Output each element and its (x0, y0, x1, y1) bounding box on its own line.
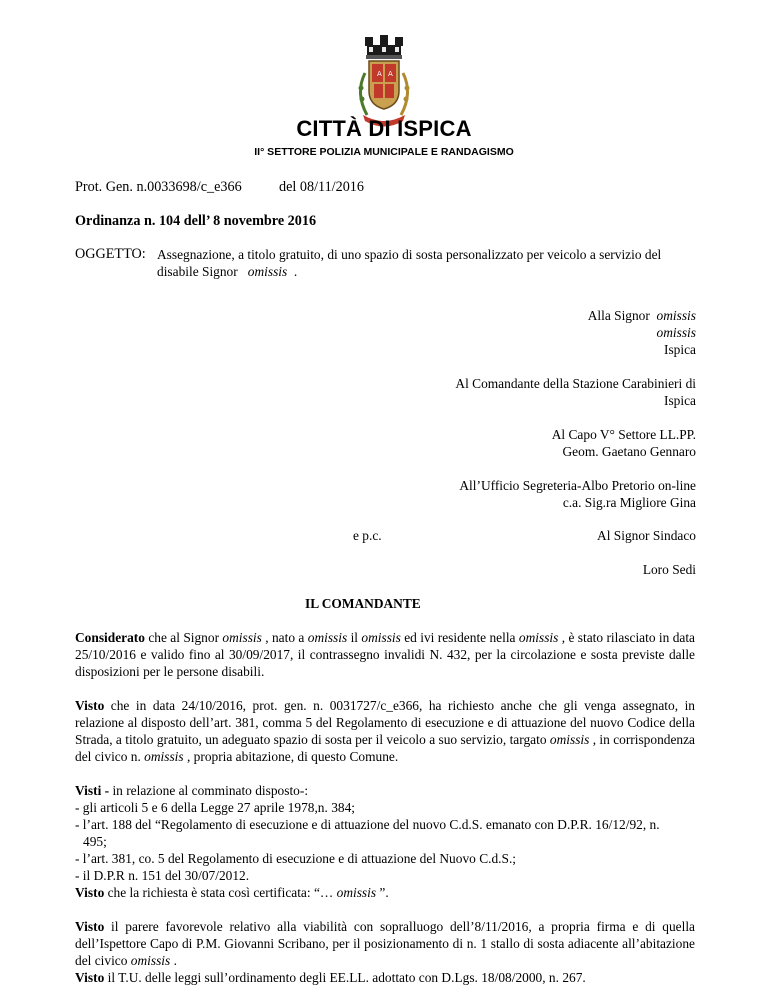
paragraph-considerato: Considerato che al Signor omissis , nato a omissis il omissis ed ivi residente nella omissis , è stato rilasciato in data 25/10/2016 e valido fino al 30/09/2017, il contrassegno invalidi N. 432, per la circolazione e sosta previste dalle disposizioni per le persone disabili. (75, 630, 695, 679)
recipient-3-line-2: Geom. Gaetano Gennaro (562, 444, 696, 459)
visti-item: - il D.P.R n. 151 del 30/07/2012. (75, 868, 250, 883)
visti-item: 495; (83, 834, 107, 849)
recipient-1-line-2: omissis (656, 325, 696, 340)
recipient-2-line-1: Al Comandante della Stazione Carabinieri di (455, 376, 696, 391)
paragraph-visti: Visti - in relazione al comminato disposto-: - gli articoli 5 e 6 della Legge 27 aprile 1978,n. 384; - l’art. 188 del “Regolamento di esecuzione e di attuazione del nuovo C.d.S. emanato con D.P.R. 16/12/92, n. 495; - l’art. 381, co. 5 del Regolamento di esecuzione e di attuazione del Nuovo C.d.S.; - il D.P.R n. 151 del 30/07/2012. (75, 782, 695, 884)
protocol-number: Prot. Gen. n.0033698/c_e366 (75, 179, 242, 195)
recipient-4-line-2: c.a. Sig.ra Migliore Gina (562, 495, 696, 510)
svg-text:A: A (388, 70, 393, 78)
recipient-1-line-3: Ispica (664, 342, 696, 357)
recipient-3-line-1: Al Capo V° Settore LL.PP. (551, 427, 696, 442)
visti-item: - gli articoli 5 e 6 della Legge 27 aprile 1978,n. 384; (75, 800, 356, 815)
recipient-6: Loro Sedi (642, 562, 696, 577)
visti-item: - l’art. 188 del “Regolamento di esecuzione e di attuazione del nuovo C.d.S. emanato con D.P.R. 16/12/92, n. (75, 817, 660, 832)
svg-text:A: A (377, 70, 382, 78)
subject-label: OGGETTO: (75, 246, 146, 262)
paragraph-visto-parere: Visto il parere favorevole relativo alla viabilità con sopralluogo dell’8/11/2016, a propria firma e di quella dell’Ispettore Capo di P.M. Giovanni Scribano, per il posizionamento di n. 1 stallo di sosta adiacente all’abitazione del civico omissis . (75, 919, 695, 968)
visti-item: - l’art. 381, co. 5 del Regolamento di esecuzione e di attuazione del Nuovo C.d.S.; (75, 851, 517, 866)
city-title: CITTÀ DI ISPICA (296, 116, 472, 141)
subject-line-1: Assegnazione, a titolo gratuito, di uno spazio di sosta personalizzato per veicolo a servizio del (157, 247, 662, 262)
section-heading: IL COMANDANTE (305, 596, 421, 611)
protocol-date: del 08/11/2016 (279, 179, 364, 195)
paragraph-visto-certificate: Visto che la richiesta è stata così certificata: “… omissis ”. (75, 885, 389, 900)
paragraph-visto-request: Visto che in data 24/10/2016, prot. gen. n. 0031727/c_e366, ha richiesto anche che gli venga assegnato, in relazione al disposto dell’art. 381, comma 5 del Regolamento di esecuzione e di attuazione del nuovo Codice della Strada, a titolo gratuito, un adeguato spazio di sosta per il veicolo a suo servizio, targato omissis , in corrispondenza del civico n. omissis , propria abitazione, di questo Comune. (75, 698, 695, 764)
subject-line-2: disabile Signor omissis . (157, 264, 298, 279)
recipient-2-line-2: Ispica (664, 393, 696, 408)
sector-subtitle: II° SETTORE POLIZIA MUNICIPALE E RANDAGISMO (254, 146, 514, 158)
recipient-4-line-1: All’Ufficio Segreteria-Albo Pretorio on-line (459, 478, 696, 493)
paragraph-visto-tu: Visto il T.U. delle leggi sull’ordinamento degli EE.LL. adottato con D.Lgs. 18/08/2000, n. 267. (75, 970, 586, 985)
recipient-5: Al Signor Sindaco (597, 528, 696, 543)
epc-label: e p.c. (353, 528, 382, 543)
ordinance-title: Ordinanza n. 104 dell’ 8 novembre 2016 (75, 213, 317, 229)
recipient-1-line-1: Alla Signor omissis (587, 308, 696, 323)
